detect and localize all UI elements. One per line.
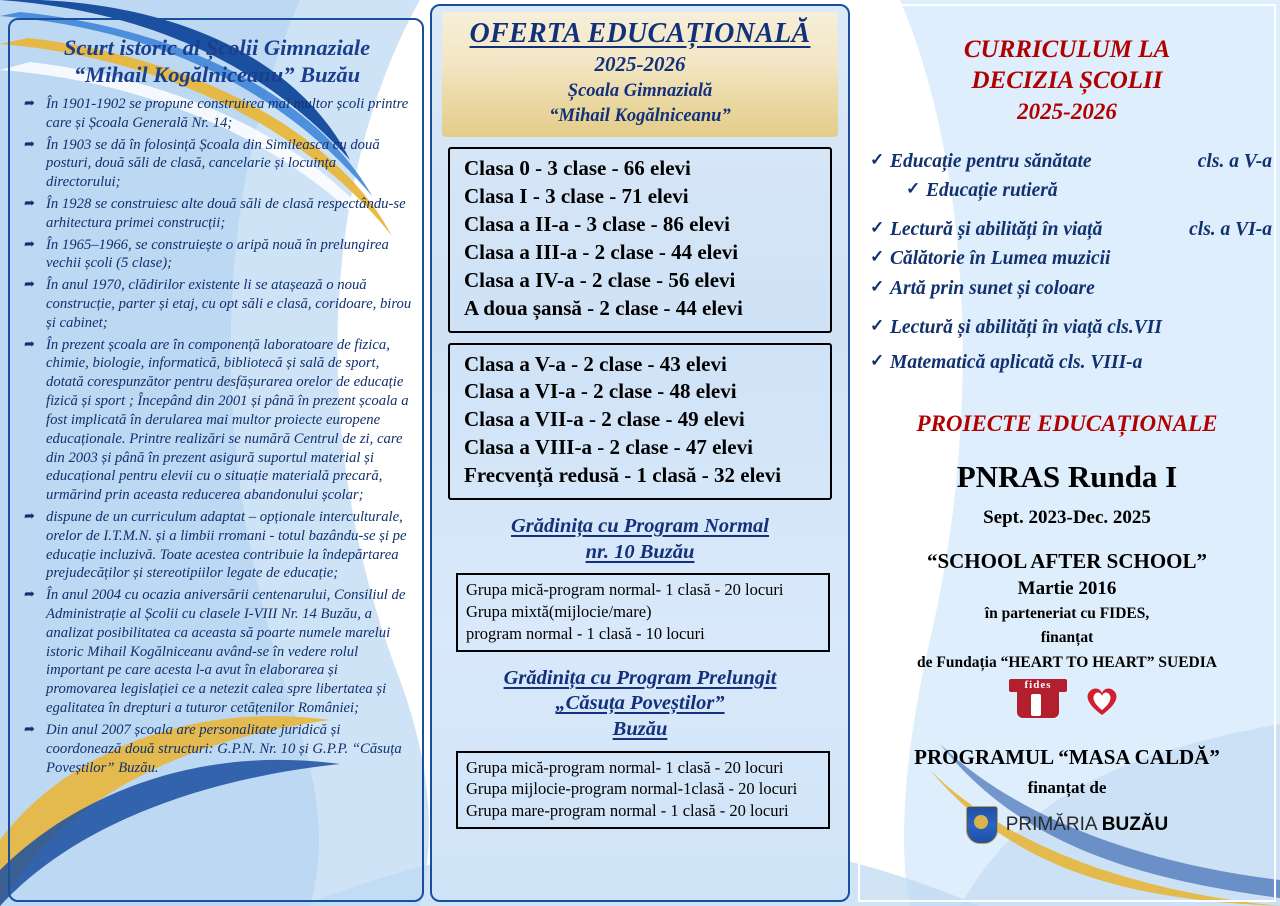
offer-school-line2: “Mihail Kogălniceanu” [549, 106, 731, 126]
kindergarten-line: Grupa mică-program normal- 1 clasă - 20 locuri [466, 757, 784, 777]
arrow-bullet-icon: ➦ [24, 194, 35, 210]
partner-line1: în parteneriat cu FIDES, [984, 605, 1150, 623]
kindergarten-line: Grupa mijlocie-program normal-1clasă - 20 locuri [466, 779, 798, 799]
offer-years: 2025-2026 [594, 52, 686, 76]
arrow-bullet-icon: ➦ [24, 276, 35, 292]
cds-item [868, 244, 1266, 273]
cds-item-label: Educație rutieră [926, 179, 1058, 201]
history-item-text: dispune de un curriculum adaptat – opționale interculturale, orelor de I.T.M.N. și a limbii rromani - totul bazându-se și pe educație incluzivă. Toate acestea contribuie la îndepărtarea prejudecăților și stereotipiilor legate de educație; [46, 508, 407, 582]
check-icon: ✓ [906, 178, 921, 198]
offer-panel [430, 4, 850, 902]
class-line: Clasa a VII-a - 2 clase - 49 elevi [464, 407, 745, 432]
kindergarten-normal-title [442, 514, 838, 565]
kindergarten-normal-title-line1: Grădinița cu Program Normal [511, 515, 769, 538]
pnras-title: PNRAS Runda I [956, 459, 1178, 495]
kindergarten-normal-box [456, 573, 830, 651]
cds-item [868, 274, 1266, 303]
partner-line2: finanțat [1040, 629, 1094, 647]
history-item-text: Din anul 2007 școala are personalitate juridică și coordonează două structuri: G.P.N. Nr. 10 și G.P.P. “Căsuța Poveștilor” Buzău. [46, 721, 402, 776]
history-item-text: În 1901-1902 se propune construirea mai multor școli printre care și Școala Generală Nr. 14; [46, 95, 409, 131]
arrow-bullet-icon: ➦ [24, 720, 35, 736]
arrow-bullet-icon: ➦ [24, 586, 35, 602]
history-item [22, 136, 412, 192]
check-icon: ✓ [870, 218, 885, 237]
class-line: Clasa a V-a - 2 clase - 43 elevi [464, 351, 727, 376]
kindergarten-long-title-line1: Grădinița cu Program Prelungit [503, 666, 777, 689]
cds-list [868, 147, 1272, 378]
class-line: Clasa 0 - 3 clase - 66 elevi [464, 156, 691, 180]
history-item-text: În 1903 se dă în folosință Școala din Simileasca cu două posturi, două săli de clasă, cancelarie și locuința directorului; [46, 136, 380, 191]
offer-school-line1: Școala Gimnazială [567, 81, 713, 101]
cds-item [868, 176, 1266, 205]
history-title-line2: “Mihail Kogălniceanu” Buzău [73, 62, 361, 88]
primaria-label-bold: BUZĂU [1101, 813, 1169, 835]
kindergarten-line: Grupa mică-program normal- 1 clasă - 20 locuri [466, 580, 784, 600]
arrow-bullet-icon: ➦ [24, 335, 35, 351]
class-line: Clasa a VI-a - 2 clase - 48 elevi [464, 379, 737, 404]
cds-item-class: cls. a V-a [1197, 150, 1272, 172]
history-panel [8, 18, 424, 902]
cds-title-line2: DECIZIA ȘCOLII [971, 67, 1163, 95]
cds-item-label: Lectură și abilități în viață [890, 219, 1103, 240]
history-item [22, 721, 412, 777]
history-item [22, 95, 412, 133]
class-line: Clasa a IV-a - 2 clase - 56 elevi [464, 267, 736, 292]
kindergarten-line: Grupa mare-program normal - 1 clasă - 20 locuri [466, 801, 789, 821]
pnras-dates: Sept. 2023-Dec. 2025 [983, 507, 1151, 529]
kindergarten-long-title-line3: Buzău [612, 717, 668, 740]
masa-calda-financed: finanțat de [1027, 777, 1107, 797]
history-item [22, 336, 412, 505]
cds-item [868, 348, 1266, 377]
history-item-text: În prezent școala are în componență laboratoare de fizica, chimie, biologie, informatică, bibliotecă și sală de sport, dotată corespunzător pentru desfășurarea orelor de educație fizică și sport ; Începând din 2001 și până în prezent școala a fost implicată în derularea mai multor proiecte europene educaționale. Printre realizări se numără Centrul de zi, care din 2003 și până în prezent asigură suportul material și educațional pentru elevii cu o situație materială precară, urmărind prin aceasta reducerea abandonului școlar; [46, 336, 409, 504]
history-item [22, 195, 412, 233]
cds-item-label: Călătorie în Lumea muzicii [890, 248, 1111, 270]
primary-classes-box [448, 147, 832, 333]
arrow-bullet-icon: ➦ [24, 94, 35, 110]
class-line: Frecvență redusă - 1 clasă - 32 elevi [464, 463, 782, 488]
school-after-school-date: Martie 2016 [1017, 578, 1117, 600]
cds-item [868, 215, 1272, 244]
cds-item [868, 147, 1272, 176]
kindergarten-line: Grupa mixtă(mijlocie/mare) [466, 602, 652, 622]
history-item [22, 508, 412, 583]
offer-title: OFERTA EDUCAȚIONALĂ [469, 18, 811, 49]
history-item [22, 236, 412, 274]
masa-calda-title: PROGRAMUL “MASA CALDĂ” [914, 744, 1220, 769]
history-title-line1: Scurt istoric al Școlii Gimnaziale [63, 35, 371, 60]
arrow-bullet-icon: ➦ [24, 235, 35, 251]
primaria-logo-row [868, 806, 1266, 844]
history-list [22, 95, 412, 777]
cds-years: 2025-2026 [1017, 98, 1117, 124]
check-icon: ✓ [870, 351, 885, 370]
history-item [22, 586, 412, 718]
cds-title-line1: CURRICULUM LA [963, 36, 1171, 63]
check-icon: ✓ [870, 276, 885, 296]
cds-item-label: Lectură și abilități în viață cls.VII [890, 316, 1162, 338]
check-icon: ✓ [870, 315, 885, 335]
kindergarten-long-title-line2: „Căsuța Poveștilor” [555, 692, 725, 715]
history-title [22, 34, 412, 89]
history-item-text: În 1928 se construiesc alte două săli de clasă respectându-se arhitectura primei construcții; [46, 195, 406, 231]
partner-logos [868, 679, 1266, 719]
history-item-text: În anul 2004 cu ocazia aniversării centenarului, Consiliul de Administrație al Școlii cu clasele I-VIII Nr. 14 Buzău, a analizat posibilitatea ca aceasta să poarte numele marelui istoric Mihail Kogălniceanu având-se în vedere rolul important pe care acesta l-a avut în elaborarea și promovarea legislației ce a netezit calea spre libertatea și egalitatea în drepturi a tuturor cetățenilor României; [46, 587, 406, 717]
class-line: Clasa I - 3 clase - 71 elevi [464, 183, 689, 208]
fides-logo-icon [1009, 679, 1067, 719]
cds-item-label: Educație pentru sănătate [890, 150, 1092, 172]
kindergarten-long-box [456, 751, 830, 829]
history-item-text: În 1965–1966, se construiește o aripă nouă în prelungirea vechii școli (5 clase); [46, 236, 389, 272]
class-line: Clasa a II-a - 3 clase - 86 elevi [464, 211, 730, 236]
school-after-school-title: “SCHOOL AFTER SCHOOL” [926, 549, 1208, 574]
arrow-bullet-icon: ➦ [24, 135, 35, 151]
cds-title [868, 34, 1266, 97]
check-icon: ✓ [870, 149, 885, 169]
kindergarten-long-title [442, 666, 838, 743]
check-icon: ✓ [870, 247, 885, 267]
kindergarten-line: program normal - 1 clasă - 10 locuri [466, 623, 705, 643]
fides-mark-icon [1017, 692, 1059, 718]
partner-line3: de Fundația “HEART TO HEART” SUEDIA [917, 653, 1217, 671]
heart-icon [1085, 686, 1119, 716]
fides-logo-text: fides [1009, 679, 1067, 692]
cds-item-label: Artă prin sunet și coloare [890, 277, 1095, 299]
offer-header [442, 12, 838, 137]
heart-to-heart-logo-icon [1081, 679, 1125, 719]
class-line: A doua șansă - 2 clase - 44 elevi [464, 295, 743, 320]
cds-item [868, 313, 1266, 342]
kindergarten-normal-title-line2: nr. 10 Buzău [585, 540, 695, 563]
primaria-label-normal: PRIMĂRIA [1005, 813, 1102, 835]
cds-projects-panel [858, 4, 1276, 902]
primaria-label [1006, 814, 1169, 836]
primaria-crest-icon [966, 806, 998, 844]
arrow-bullet-icon: ➦ [24, 507, 35, 523]
secondary-classes-box [448, 343, 832, 501]
cds-item-class: cls. a VI-a [1189, 219, 1272, 240]
history-item [22, 276, 412, 332]
projects-title: PROIECTE EDUCAȚIONALE [916, 411, 1218, 437]
cds-item-label: Matematică aplicată cls. VIII-a [890, 352, 1143, 373]
class-line: Clasa a III-a - 2 clase - 44 elevi [464, 239, 739, 264]
history-item-text: În anul 1970, clădirilor existente li se atașează o nouă construcție, parter și etaj, cu opt săli e clasă, coridoare, birou și cabinet; [46, 277, 412, 331]
class-line: Clasa a VIII-a - 2 clase - 47 elevi [464, 435, 753, 460]
